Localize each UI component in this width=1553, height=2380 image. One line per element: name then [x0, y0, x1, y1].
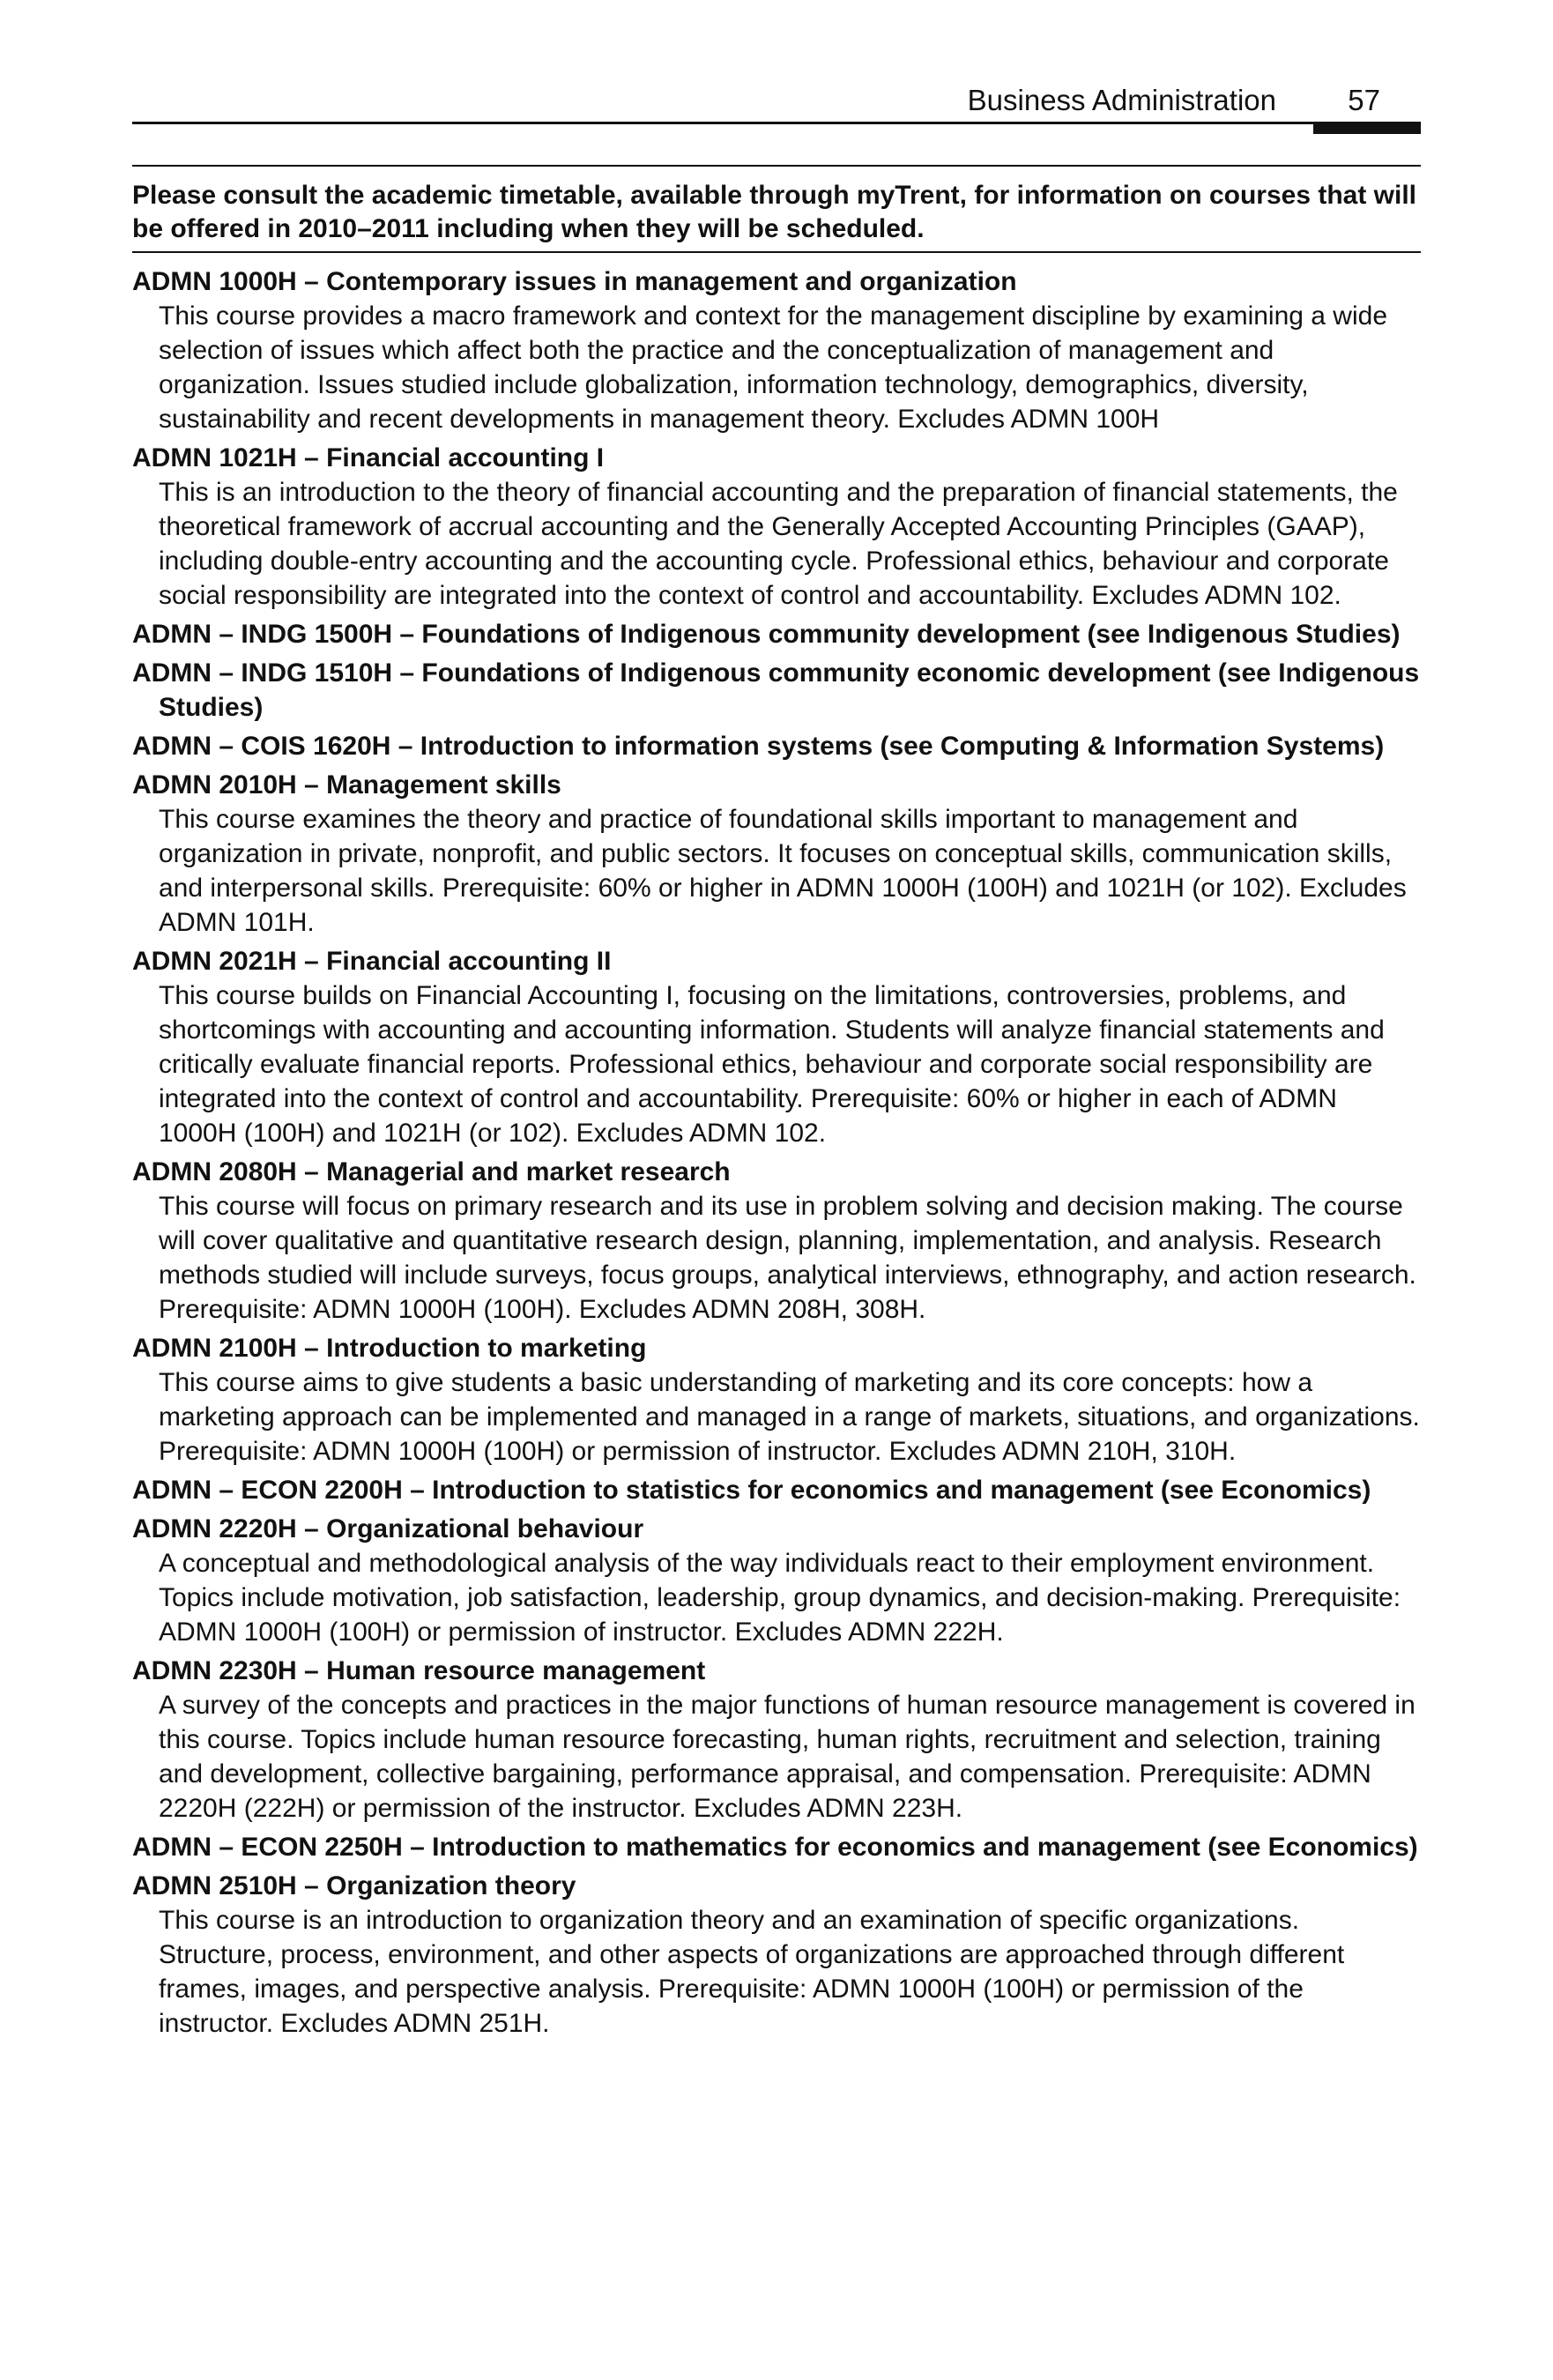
course-entry: [132, 944, 1421, 1150]
header-page-tab: [1313, 122, 1421, 134]
course-title: ADMN – COIS 1620H – Introduction to information systems (see Computing & Information Systems): [132, 732, 1385, 761]
course-entry: [132, 1830, 1421, 1864]
course-title: ADMN 2021H – Financial accounting II: [132, 947, 612, 976]
course-title: ADMN – INDG 1510H – Foundations of Indigenous community economic development (see Indigenous Studies): [132, 658, 1420, 722]
course-description: This course is an introduction to organization theory and an examination of specific organizations. Structure, process, environment, and other aspects of organizations are approached through different frames, images, and perspective analysis. Prerequisite: ADMN 1000H (100H) or permission of the instructor. Excludes ADMN 251H.: [159, 1906, 1345, 2038]
course-entry: [132, 1155, 1421, 1327]
course-title: ADMN – INDG 1500H – Foundations of Indigenous community development (see Indigenous Studies): [132, 620, 1401, 649]
course-entry: [132, 656, 1421, 725]
course-list: [132, 264, 1421, 2045]
course-description: A conceptual and methodological analysis of the way individuals react to their employment environment. Topics include motivation, job satisfaction, leadership, group dynamics, and decision-making. Prerequisite: ADMN 1000H (100H) or permission of instructor. Excludes ADMN 222H.: [159, 1549, 1401, 1647]
header-rule: [132, 122, 1421, 124]
course-entry: [132, 264, 1421, 436]
course-entry: [132, 441, 1421, 613]
timetable-notice: Please consult the academic timetable, available through myTrent, for information on courses that will be offered in 2010–2011 including when they will be scheduled.: [132, 165, 1421, 253]
course-title: ADMN 2100H – Introduction to marketing: [132, 1334, 647, 1363]
course-description: This course provides a macro framework and context for the management discipline by examining a wide selection of issues which affect both the practice and the conceptualization of management and organization. Issues studied include globalization, information technology, demographics, diversity, sustainability and recent developments in management theory. Excludes ADMN 100H: [159, 301, 1388, 434]
course-entry: [132, 617, 1421, 651]
course-entry: [132, 729, 1421, 763]
course-description: A survey of the concepts and practices in the major functions of human resource management is covered in this course. Topics include human resource forecasting, human rights, recruitment and selection, training and development, collective bargaining, performance appraisal, and compensation. Prerequisite: ADMN 2220H (222H) or permission of the instructor. Excludes ADMN 223H.: [159, 1691, 1416, 1823]
course-entry: [132, 1473, 1421, 1507]
course-description: This course aims to give students a basic understanding of marketing and its core concepts: how a marketing approach can be implemented and managed in a range of markets, situations, and organizations. Prerequisite: ADMN 1000H (100H) or permission of instructor. Excludes ADMN 210H, 310H.: [159, 1368, 1420, 1466]
course-entry: [132, 1654, 1421, 1826]
course-description: This course examines the theory and practice of foundational skills important to management and organization in private, nonprofit, and public sectors. It focuses on conceptual skills, communication skills, and interpersonal skills. Prerequisite: 60% or higher in ADMN 1000H (100H) and 1021H (or 102). Excludes ADMN 101H.: [159, 805, 1407, 937]
course-description: This course builds on Financial Accounting I, focusing on the limitations, controversies, problems, and shortcomings with accounting and accounting information. Students will analyze financial statements and critically evaluate financial reports. Professional ethics, behaviour and corporate social responsibility are integrated into the context of control and accountability. Prerequisite: 60% or higher in each of ADMN 1000H (100H) and 1021H (or 102). Excludes ADMN 102.: [159, 981, 1385, 1148]
course-title: ADMN 2510H – Organization theory: [132, 1871, 576, 1900]
course-entry: [132, 768, 1421, 940]
catalog-page: [132, 0, 1421, 2380]
course-title: ADMN 2080H – Managerial and market research: [132, 1157, 731, 1186]
course-title: ADMN 2230H – Human resource management: [132, 1656, 706, 1685]
course-title: ADMN 1000H – Contemporary issues in management and organization: [132, 267, 1017, 296]
course-description: This course will focus on primary research and its use in problem solving and decision making. The course will cover qualitative and quantitative research design, planning, implementation, and analysis. Research methods studied will include surveys, focus groups, analytical interviews, ethnography, and action research. Prerequisite: ADMN 1000H (100H). Excludes ADMN 208H, 308H.: [159, 1192, 1416, 1324]
course-description: This is an introduction to the theory of financial accounting and the preparation of financial statements, the theoretical framework of accrual accounting and the Generally Accepted Accounting Principles (GAAP), including double-entry accounting and the accounting cycle. Professional ethics, behaviour and corporate social responsibility are integrated into the context of control and accountability. Excludes ADMN 102.: [159, 478, 1398, 610]
page-number: 57: [1348, 84, 1380, 116]
course-title: ADMN – ECON 2250H – Introduction to mathematics for economics and management (see Economics): [132, 1833, 1418, 1862]
header-section-title: Business Administration: [967, 84, 1276, 116]
running-header: [132, 79, 1421, 123]
course-title: ADMN 1021H – Financial accounting I: [132, 443, 605, 472]
course-entry: [132, 1331, 1421, 1469]
course-entry: [132, 1512, 1421, 1649]
course-title: ADMN 2220H – Organizational behaviour: [132, 1514, 644, 1543]
course-entry: [132, 1869, 1421, 2041]
course-title: ADMN 2010H – Management skills: [132, 770, 561, 800]
course-title: ADMN – ECON 2200H – Introduction to statistics for economics and management (see Economics): [132, 1476, 1371, 1505]
